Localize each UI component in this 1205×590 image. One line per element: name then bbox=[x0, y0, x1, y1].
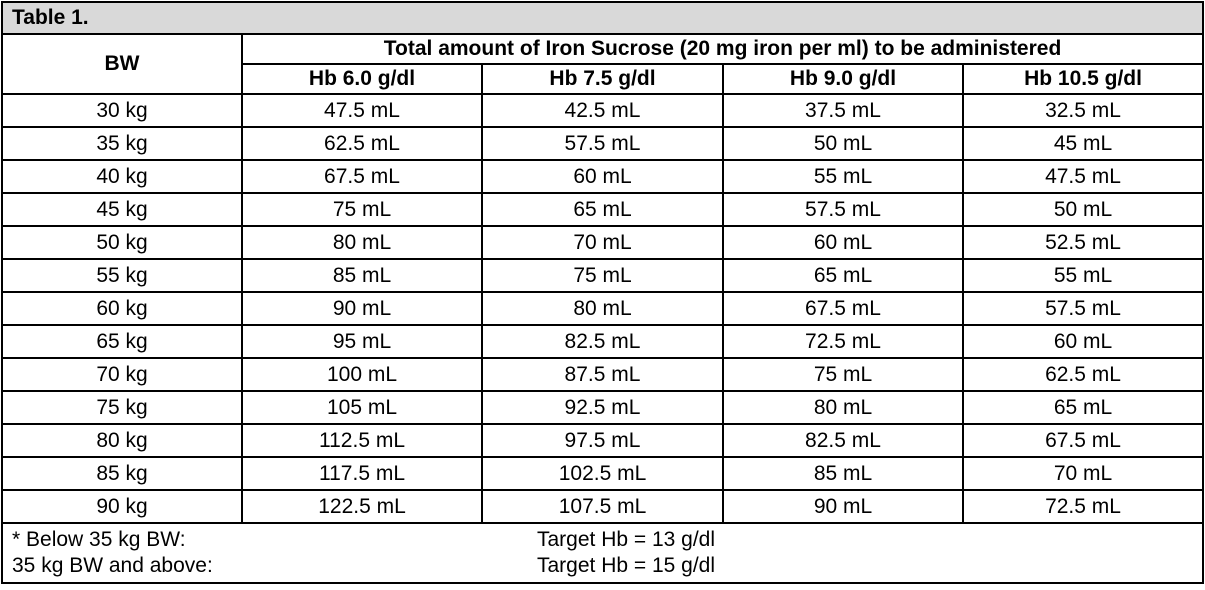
iron-sucrose-dosing-table bbox=[1, 1, 1204, 584]
bw-cell: 70 kg bbox=[2, 358, 242, 391]
bw-cell: 75 kg bbox=[2, 391, 242, 424]
dose-cell: 85 mL bbox=[242, 259, 482, 292]
dose-cell: 100 mL bbox=[242, 358, 482, 391]
dose-cell: 45 mL bbox=[963, 127, 1203, 160]
footnote-row bbox=[2, 523, 1203, 583]
dose-cell: 97.5 mL bbox=[482, 424, 723, 457]
dose-cell: 117.5 mL bbox=[242, 457, 482, 490]
dose-cell: 75 mL bbox=[482, 259, 723, 292]
dose-cell: 50 mL bbox=[963, 193, 1203, 226]
bw-cell: 35 kg bbox=[2, 127, 242, 160]
bw-cell: 30 kg bbox=[2, 94, 242, 127]
dose-cell: 65 mL bbox=[482, 193, 723, 226]
dose-cell: 65 mL bbox=[723, 259, 963, 292]
bw-cell: 65 kg bbox=[2, 325, 242, 358]
table-row bbox=[2, 490, 1203, 523]
dose-cell: 57.5 mL bbox=[723, 193, 963, 226]
bw-cell: 90 kg bbox=[2, 490, 242, 523]
dose-cell: 70 mL bbox=[482, 226, 723, 259]
dose-cell: 67.5 mL bbox=[963, 424, 1203, 457]
dose-cell: 105 mL bbox=[242, 391, 482, 424]
iron-sucrose-dosing-table-container bbox=[1, 1, 1202, 584]
footnote-grid bbox=[3, 524, 1202, 582]
bw-cell: 55 kg bbox=[2, 259, 242, 292]
table-row bbox=[2, 226, 1203, 259]
dose-cell: 50 mL bbox=[723, 127, 963, 160]
dose-cell: 70 mL bbox=[963, 457, 1203, 490]
bw-cell: 80 kg bbox=[2, 424, 242, 457]
table-caption: Table 1. bbox=[2, 2, 1203, 34]
dose-cell: 55 mL bbox=[963, 259, 1203, 292]
dose-cell: 60 mL bbox=[963, 325, 1203, 358]
dose-cell: 75 mL bbox=[723, 358, 963, 391]
dose-cell: 67.5 mL bbox=[242, 160, 482, 193]
column-header-hb-9: Hb 9.0 g/dl bbox=[723, 64, 963, 94]
column-header-hb-6: Hb 6.0 g/dl bbox=[242, 64, 482, 94]
dose-cell: 75 mL bbox=[242, 193, 482, 226]
dose-cell: 72.5 mL bbox=[963, 490, 1203, 523]
dose-cell: 85 mL bbox=[723, 457, 963, 490]
footnote-target-hb: Target Hb = 15 g/dl bbox=[537, 554, 716, 577]
table-row bbox=[2, 127, 1203, 160]
dose-cell: 90 mL bbox=[242, 292, 482, 325]
table-row bbox=[2, 358, 1203, 391]
table-row bbox=[2, 259, 1203, 292]
dose-cell: 112.5 mL bbox=[242, 424, 482, 457]
dose-cell: 62.5 mL bbox=[963, 358, 1203, 391]
dose-cell: 67.5 mL bbox=[723, 292, 963, 325]
dose-cell: 32.5 mL bbox=[963, 94, 1203, 127]
table-row bbox=[2, 391, 1203, 424]
bw-cell: 40 kg bbox=[2, 160, 242, 193]
bw-cell: 60 kg bbox=[2, 292, 242, 325]
table-row bbox=[2, 424, 1203, 457]
dose-cell: 37.5 mL bbox=[723, 94, 963, 127]
dose-cell: 62.5 mL bbox=[242, 127, 482, 160]
dose-cell: 102.5 mL bbox=[482, 457, 723, 490]
dose-cell: 80 mL bbox=[242, 226, 482, 259]
dose-cell: 82.5 mL bbox=[723, 424, 963, 457]
column-header-hb-7-5: Hb 7.5 g/dl bbox=[482, 64, 723, 94]
dose-cell: 95 mL bbox=[242, 325, 482, 358]
dose-cell: 52.5 mL bbox=[963, 226, 1203, 259]
dose-cell: 87.5 mL bbox=[482, 358, 723, 391]
footnote-label: * Below 35 kg BW: bbox=[12, 528, 186, 551]
column-header-hb-10-5: Hb 10.5 g/dl bbox=[963, 64, 1203, 94]
footnote-label: 35 kg BW and above: bbox=[12, 554, 213, 577]
bw-column-header: BW bbox=[2, 34, 242, 94]
dose-cell: 90 mL bbox=[723, 490, 963, 523]
group-column-header: Total amount of Iron Sucrose (20 mg iron per ml) to be administered bbox=[242, 34, 1203, 64]
table-row bbox=[2, 457, 1203, 490]
table-row bbox=[2, 94, 1203, 127]
dose-cell: 60 mL bbox=[482, 160, 723, 193]
dose-cell: 80 mL bbox=[723, 391, 963, 424]
footnote-cell bbox=[2, 523, 1203, 583]
dose-cell: 57.5 mL bbox=[482, 127, 723, 160]
table-row bbox=[2, 160, 1203, 193]
footnote-target-hb: Target Hb = 13 g/dl bbox=[537, 528, 716, 551]
dose-cell: 72.5 mL bbox=[723, 325, 963, 358]
dose-cell: 107.5 mL bbox=[482, 490, 723, 523]
dose-cell: 60 mL bbox=[723, 226, 963, 259]
dose-cell: 80 mL bbox=[482, 292, 723, 325]
dose-cell: 57.5 mL bbox=[963, 292, 1203, 325]
dose-cell: 55 mL bbox=[723, 160, 963, 193]
dose-cell: 92.5 mL bbox=[482, 391, 723, 424]
table-row bbox=[2, 325, 1203, 358]
dose-cell: 82.5 mL bbox=[482, 325, 723, 358]
table-row bbox=[2, 292, 1203, 325]
dose-cell: 42.5 mL bbox=[482, 94, 723, 127]
dose-cell: 122.5 mL bbox=[242, 490, 482, 523]
bw-cell: 85 kg bbox=[2, 457, 242, 490]
dose-cell: 47.5 mL bbox=[963, 160, 1203, 193]
dose-cell: 65 mL bbox=[963, 391, 1203, 424]
bw-cell: 45 kg bbox=[2, 193, 242, 226]
dose-cell: 47.5 mL bbox=[242, 94, 482, 127]
table-row bbox=[2, 193, 1203, 226]
bw-cell: 50 kg bbox=[2, 226, 242, 259]
